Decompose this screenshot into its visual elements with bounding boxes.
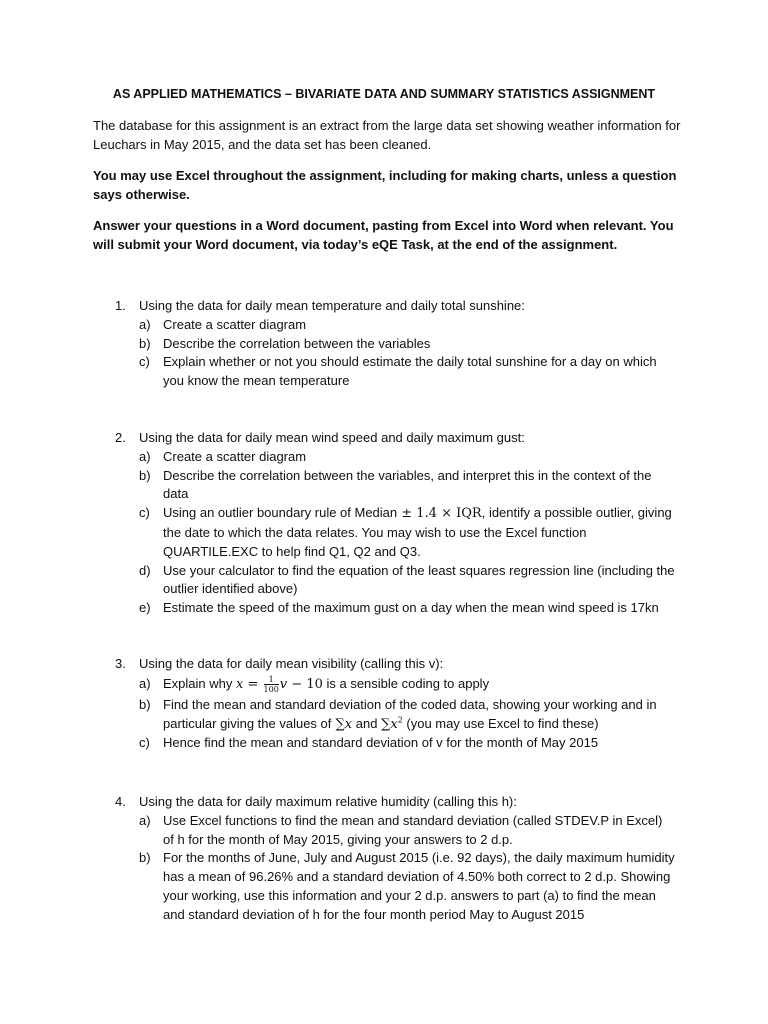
question-part [139,812,675,850]
part-label: a) [139,448,151,464]
sum-symbol: ∑ [331,716,345,732]
part-label: a) [139,316,151,332]
question-part [139,696,675,735]
fraction-numerator: 1 [264,675,279,685]
question-number: 3. [115,656,126,671]
question-text: Using the data for daily maximum relative humidity (calling this h): [139,794,517,809]
question-2 [115,429,675,618]
question-1 [115,297,675,391]
question-text: Using the data for daily mean wind speed and daily maximum gust: [139,430,525,445]
part-label: a) [139,676,151,692]
question-part [139,316,675,335]
fraction-denominator: 100 [263,684,279,694]
part-label: c) [139,735,150,751]
part-label: b) [139,696,151,712]
coding-x-variable: x [236,676,244,692]
part-text: Explain whether or not you should estimate the daily total sunshine for a day on which you know the mean temperature [163,354,657,389]
part-label: c) [139,354,150,370]
part-text-post: is a sensible coding to apply [322,675,490,691]
squared-exponent: 2 [397,715,403,725]
question-part [139,674,675,696]
question-number: 1. [115,298,126,313]
coding-v-variable: v [279,676,288,692]
part-text [163,696,675,735]
part-text: Describe the correlation between the variables [163,335,431,351]
question-3 [115,655,675,753]
part-label: e) [139,600,151,616]
part-text: Use your calculator to find the equation of the least squares regression line (including the outlier identified above) [163,562,675,597]
question-part [139,467,675,505]
part-label: d) [139,562,151,578]
outlier-formula: ± 1.4 × IQR [397,506,482,522]
part-text: Estimate the speed of the maximum gust on a day when the mean wind speed is 17kn [163,600,659,616]
part-text: Describe the correlation between the variables, and interpret this in the context of the data [163,467,652,502]
part-text: For the months of June, July and August 2015 (i.e. 92 days), the daily maximum humidity has a mean of 96.26% and a standard deviation of 4.50% both correct to 2 d.p. Showing your working, use this information and your 2 d.p. answers to part (a) to find the mean and standard deviation of h for the four month period May to August 2015 [163,850,675,922]
part-text-pre: Find the mean and standard deviation of the coded data, showing your working and in particular giving the values of [163,696,657,731]
question-number: 4. [115,794,126,809]
coding-equals: = [243,676,263,692]
part-text: Use Excel functions to find the mean and standard deviation (called STDEV.P in Excel) of h for the month of May 2015, giving your answers to 2 d.p. [163,812,663,847]
question-part [139,353,675,391]
sum-x-squared-variable: x [390,716,398,732]
question-part [139,335,675,354]
part-label: b) [139,850,151,866]
part-text-pre: Explain why [163,675,233,691]
part-text: Create a scatter diagram [163,316,307,332]
part-text [163,675,675,695]
part-text: Create a scatter diagram [163,448,307,464]
part-label: c) [139,505,150,521]
excel-note-paragraph: You may use Excel throughout the assignment, including for making charts, unless a question says otherwise. [93,168,677,202]
part-label: a) [139,812,151,828]
coding-fraction [264,675,279,694]
document-title: AS APPLIED MATHEMATICS – BIVARIATE DATA AND SUMMARY STATISTICS ASSIGNMENT [112,87,656,101]
part-text [163,504,675,561]
part-text-post: , identify a possible outlier, giving the date to which the data relates. You may wish to use the Excel function QUARTILE.EXC to help find Q1, Q2 and Q3. [163,505,672,559]
question-text: Using the data for daily mean visibility (calling this v): [139,656,444,671]
question-part [139,562,675,600]
part-label: b) [139,335,151,351]
part-text: Hence find the mean and standard deviation of v for the month of May 2015 [163,735,599,751]
question-part [139,504,675,561]
question-part [139,734,675,753]
and-text: and [352,715,382,731]
sum-x-variable: x [344,716,353,732]
intro-paragraph: The database for this assignment is an extract from the large data set showing weather information for Leuchars in May 2015, and the data set has been cleaned. [93,118,681,152]
question-4 [115,793,675,925]
part-text-post: (you may use Excel to find these) [402,715,599,731]
question-part [139,599,675,618]
part-text-pre: Using an outlier boundary rule of Median [163,505,398,521]
sum-symbol: ∑ [381,716,391,732]
question-part [139,448,675,467]
question-number: 2. [115,430,126,445]
coding-minus-ten: − 10 [287,676,323,692]
question-text: Using the data for daily mean temperature and daily total sunshine: [139,298,525,313]
submit-note-paragraph: Answer your questions in a Word document, pasting from Excel into Word when relevant. You will submit your Word document, via today’s eQE Task, at the end of the assignment. [93,218,674,252]
question-part [139,849,675,924]
part-label: b) [139,467,151,483]
